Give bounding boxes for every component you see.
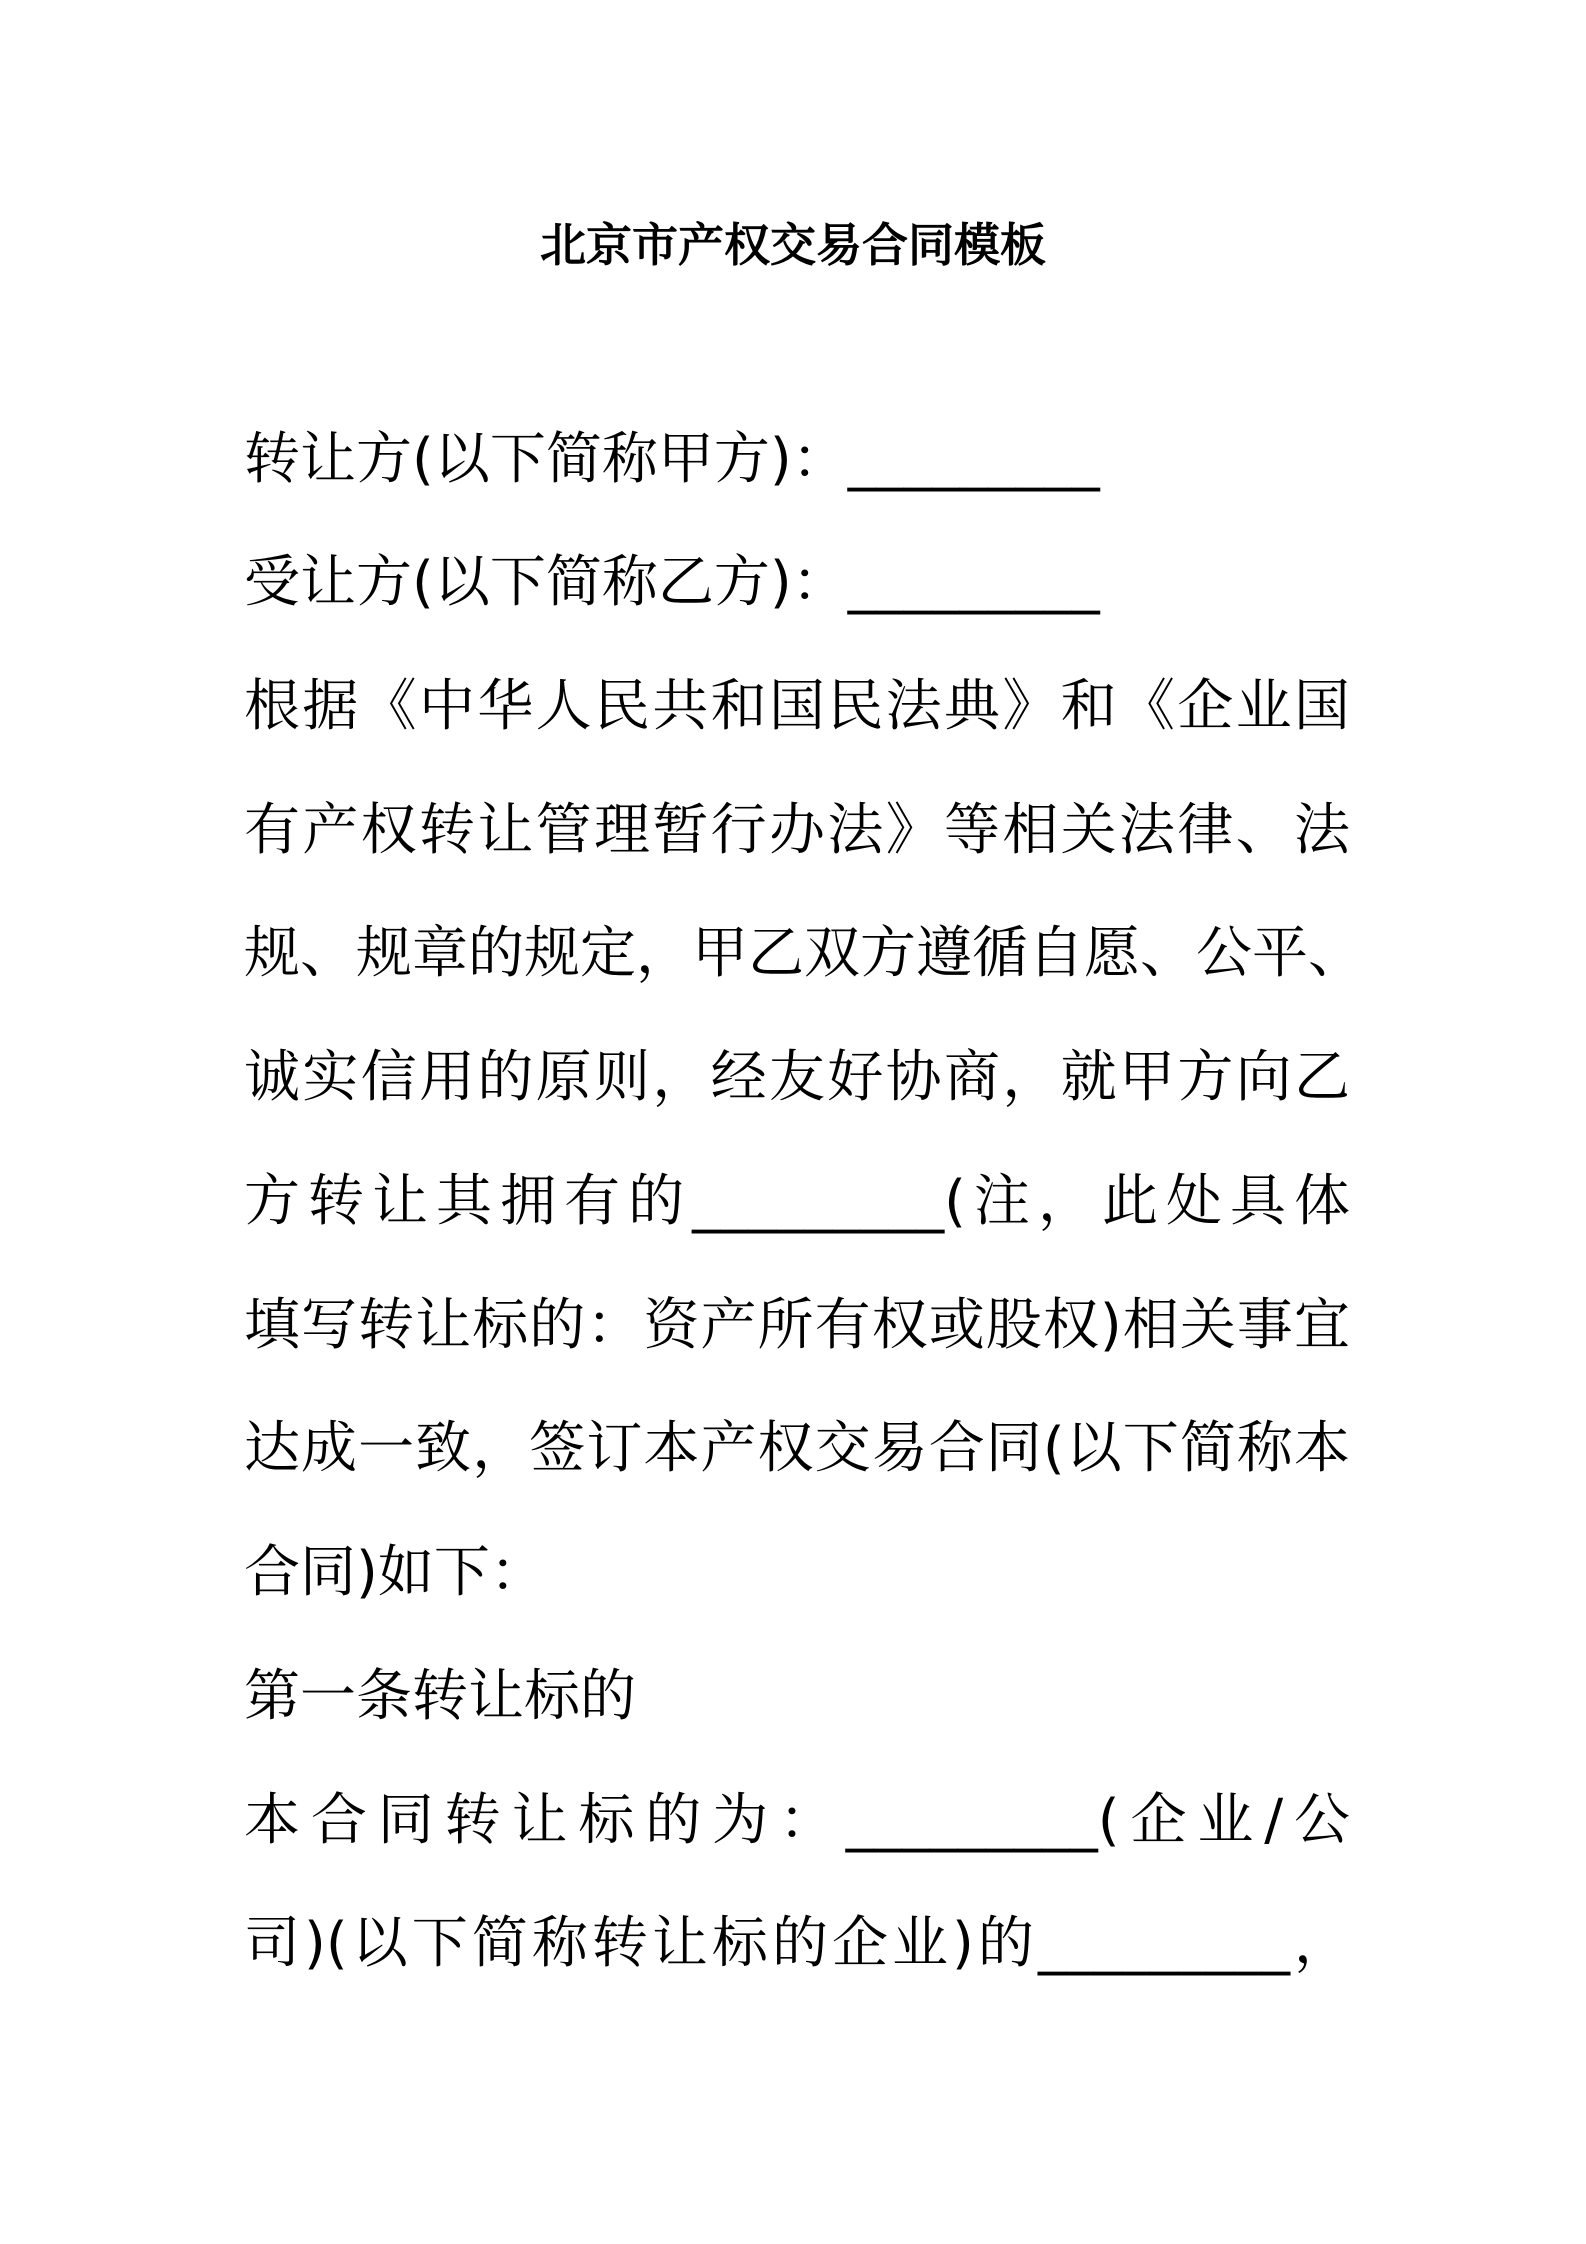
preamble-line-5: 方转让其拥有的_________(注，此处具体	[244, 1169, 1350, 1234]
article-1-line-2: 司)(以下简称转让标的企业)的_________，	[244, 1911, 1350, 1976]
preamble-line-1: 根据《中华人民共和国民法典》和《企业国	[244, 674, 1350, 739]
party-a-line: 转让方(以下简称甲方)：_________	[244, 427, 1100, 492]
preamble-line-4: 诚实信用的原则，经友好协商，就甲方向乙	[244, 1045, 1350, 1110]
preamble-line-2: 有产权转让管理暂行办法》等相关法律、法	[244, 798, 1350, 863]
preamble-line-3: 规、规章的规定，甲乙双方遵循自愿、公平、	[244, 921, 1364, 986]
document-title: 北京市产权交易合同模板	[540, 218, 1046, 272]
preamble-line-6: 填写转让标的：资产所有权或股权)相关事宜	[244, 1293, 1350, 1358]
article-1-heading: 第一条转让标的	[244, 1664, 636, 1729]
party-b-line: 受让方(以下简称乙方)：_________	[244, 550, 1100, 615]
preamble-line-7: 达成一致，签订本产权交易合同(以下简称本	[244, 1416, 1350, 1481]
preamble-line-8: 合同)如下：	[244, 1540, 546, 1605]
article-1-line-1: 本合同转让标的为：_________(企业/公	[244, 1788, 1350, 1853]
